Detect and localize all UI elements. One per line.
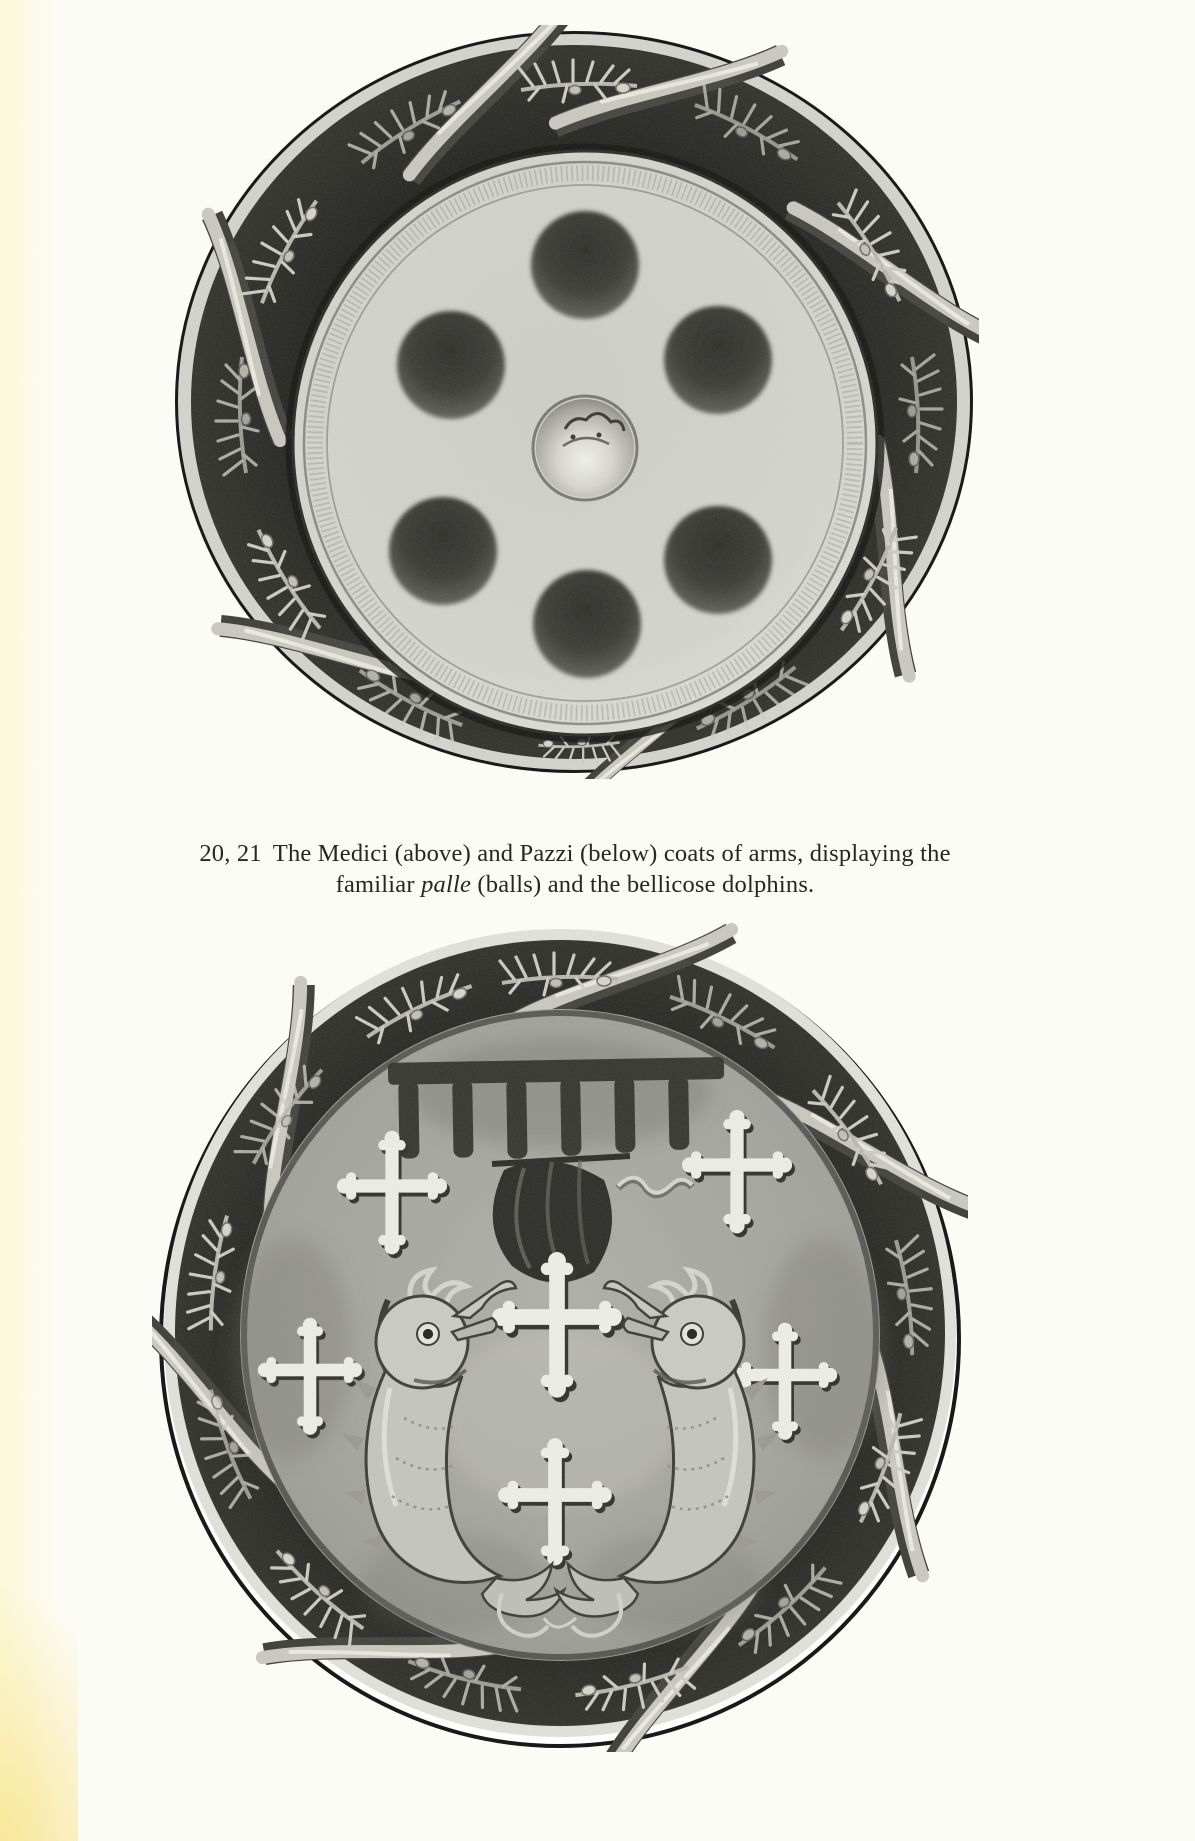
photo-grain-overlay <box>190 46 958 758</box>
photo-grain-overlay <box>174 939 946 1727</box>
caption-line1: The Medici (above) and Pazzi (below) coats of arms, displaying the <box>272 839 951 867</box>
caption-italic-palle: palle <box>421 870 472 898</box>
photo-pazzi-coat-of-arms <box>152 918 968 1752</box>
caption-line2-pre: familiar <box>335 870 422 898</box>
figure-caption <box>100 838 1050 900</box>
photo-medici-coat-of-arms <box>169 25 979 779</box>
pazzi-roundel-image <box>152 918 968 1752</box>
caption-line2-post: (balls) and the bellicose dolphins. <box>471 870 815 898</box>
medici-roundel-image <box>169 25 979 779</box>
figure-numbers: 20, 21 <box>199 839 262 867</box>
page-gutter-shading <box>0 0 78 1841</box>
